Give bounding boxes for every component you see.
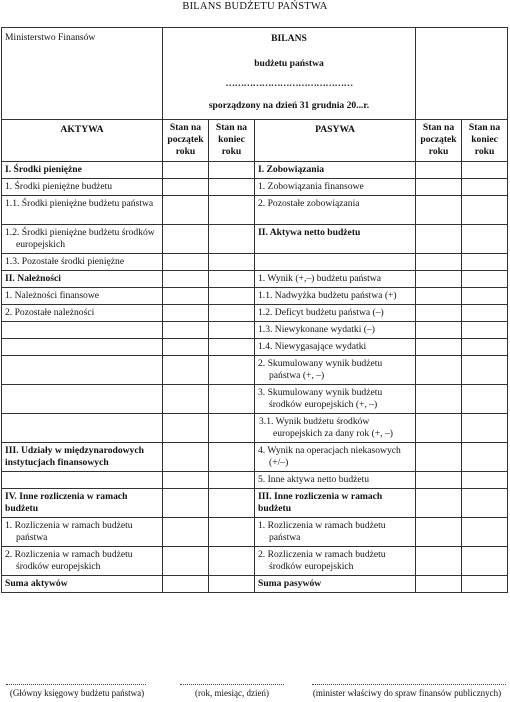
pasywa-item: II. Aktywa netto budżetu	[255, 225, 416, 254]
aktywa-item	[2, 339, 163, 356]
signature-accountant: (Główny księgowy budżetu państwa)	[9, 688, 145, 698]
table-row	[2, 547, 508, 576]
aktywa-end-value	[209, 443, 255, 472]
pasywa-item: 2. Skumulowany wynik budżetu państwa (+, –)	[255, 356, 416, 385]
table-row	[2, 225, 508, 254]
table-row	[2, 443, 508, 472]
table-row	[2, 305, 508, 322]
aktywa-start-value	[163, 271, 209, 288]
date-line: sporządzony na dzień 31 grudnia 20...r.	[208, 100, 370, 111]
pasywa-item: III. Inne rozliczenia w ramach budżetu	[255, 489, 416, 518]
aktywa-start-value	[163, 518, 209, 547]
pasywa-start-value	[416, 179, 462, 196]
table-row	[2, 196, 508, 225]
aktywa-end-value	[209, 225, 255, 254]
aktywa-end-value	[209, 322, 255, 339]
pasywa-end-value	[462, 489, 508, 518]
aktywa-item	[2, 385, 163, 414]
aktywa-end-value	[209, 547, 255, 576]
aktywa-start-value	[163, 196, 209, 225]
aktywa-item: 1.1. Środki pieniężne budżetu państwa	[2, 196, 163, 225]
aktywa-start-value	[163, 489, 209, 518]
pasywa-end-value	[462, 305, 508, 322]
pasywa-end-value	[462, 271, 508, 288]
aktywa-item: I. Środki pieniężne	[2, 162, 163, 179]
pasywa-item: 4. Wynik na operacjach niekasowych (+/–)	[255, 443, 416, 472]
aktywa-start-value	[163, 162, 209, 179]
aktywa-item: Suma aktywów	[2, 576, 163, 593]
pasywa-end-value	[462, 443, 508, 472]
aktywa-start-value	[163, 225, 209, 254]
pasywa-end-value	[462, 196, 508, 225]
aktywa-start-value	[163, 443, 209, 472]
pasywa-end-value	[462, 322, 508, 339]
aktywa-end-value	[209, 414, 255, 443]
table-row	[2, 271, 508, 288]
pasywa-end-value	[462, 288, 508, 305]
table-row	[2, 356, 508, 385]
aktywa-item: 1. Środki pieniężne budżetu	[2, 179, 163, 196]
aktywa-item	[2, 414, 163, 443]
pasywa-item: 1. Wynik (+,–) budżetu państwa	[255, 271, 416, 288]
pasywa-item: 5. Inne aktywa netto budżetu	[255, 472, 416, 489]
ministry-cell	[2, 28, 163, 120]
aktywa-end-header: Stan na koniec roku	[209, 120, 255, 162]
pasywa-start-value	[416, 472, 462, 489]
pasywa-end-value	[462, 518, 508, 547]
ministry-name: Ministerstwo Finansów	[5, 32, 96, 43]
pasywa-item: 1.3. Niewykonane wydatki (–)	[255, 322, 416, 339]
pasywa-start-value	[416, 576, 462, 593]
pasywa-end-value	[462, 414, 508, 443]
aktywa-item: 1. Należności finansowe	[2, 288, 163, 305]
table-row	[2, 472, 508, 489]
pasywa-start-value	[416, 254, 462, 271]
pasywa-start-value	[416, 162, 462, 179]
pasywa-start-value	[416, 518, 462, 547]
aktywa-end-value	[209, 162, 255, 179]
aktywa-end-value	[209, 356, 255, 385]
pasywa-item: 2. Pozostałe zobowiązania	[255, 196, 416, 225]
aktywa-item: 1.2. Środki pieniężne budżetu środków europejskich	[2, 225, 163, 254]
signature-line-date	[180, 684, 284, 685]
aktywa-start-value	[163, 254, 209, 271]
table-row	[2, 254, 508, 271]
aktywa-item: III. Udziały w międzynarodowych instytucjach finansowych	[2, 443, 163, 472]
table-row	[2, 414, 508, 443]
aktywa-item	[2, 322, 163, 339]
pasywa-end-value	[462, 547, 508, 576]
aktywa-end-value	[209, 489, 255, 518]
aktywa-item: 2. Rozliczenia w ramach budżetu środków europejskich	[2, 547, 163, 576]
aktywa-start-value	[163, 288, 209, 305]
document-title: BILANS BUDŻETU PAŃSTWA	[182, 1, 328, 12]
aktywa-end-value	[209, 472, 255, 489]
pasywa-item: 1.4. Niewygasające wydatki	[255, 339, 416, 356]
aktywa-start-value	[163, 322, 209, 339]
signature-line-accountant	[6, 684, 146, 685]
pasywa-end-value	[462, 356, 508, 385]
aktywa-start-value	[163, 576, 209, 593]
pasywa-start-value	[416, 339, 462, 356]
pasywa-start-value	[416, 443, 462, 472]
pasywa-start-header: Stan na początek roku	[416, 120, 462, 162]
aktywa-item: 1.3. Pozostałe środki pieniężne	[2, 254, 163, 271]
signature-minister: (minister właściwy do spraw finansów publicznych)	[312, 688, 502, 698]
pasywa-item: I. Zobowiązania	[255, 162, 416, 179]
pasywa-start-value	[416, 414, 462, 443]
pasywa-start-value	[416, 489, 462, 518]
pasywa-start-value	[416, 322, 462, 339]
table-row	[2, 162, 508, 179]
pasywa-start-value	[416, 547, 462, 576]
pasywa-header: PASYWA	[255, 120, 416, 162]
aktywa-item	[2, 472, 163, 489]
aktywa-start-value	[163, 356, 209, 385]
table-row	[2, 322, 508, 339]
aktywa-end-value	[209, 305, 255, 322]
table-row	[2, 179, 508, 196]
bilans-subtitle: budżetu państwa	[254, 58, 324, 69]
aktywa-start-value	[163, 472, 209, 489]
pasywa-item	[255, 254, 416, 271]
pasywa-item: 3.1. Wynik budżetu środków europejskich za dany rok (+, –)	[255, 414, 416, 443]
aktywa-end-value	[209, 576, 255, 593]
bilans-label: BILANS	[271, 33, 307, 44]
pasywa-end-value	[462, 472, 508, 489]
blank-header-cell	[416, 28, 508, 120]
pasywa-end-header: Stan na koniec roku	[462, 120, 508, 162]
table-row	[2, 576, 508, 593]
aktywa-end-value	[209, 339, 255, 356]
aktywa-end-value	[209, 288, 255, 305]
table-row	[2, 385, 508, 414]
signature-line-minister	[312, 684, 506, 685]
aktywa-start-value	[163, 339, 209, 356]
pasywa-end-value	[462, 576, 508, 593]
pasywa-start-value	[416, 385, 462, 414]
aktywa-end-value	[209, 385, 255, 414]
pasywa-start-value	[416, 225, 462, 254]
table-row	[2, 339, 508, 356]
aktywa-end-value	[209, 179, 255, 196]
pasywa-item: 3. Skumulowany wynik budżetu środków europejskich (+, –)	[255, 385, 416, 414]
pasywa-end-value	[462, 225, 508, 254]
aktywa-end-value	[209, 518, 255, 547]
unit-dotted-line: ……………………………………	[225, 78, 353, 89]
pasywa-end-value	[462, 162, 508, 179]
aktywa-start-value	[163, 414, 209, 443]
aktywa-item: IV. Inne rozliczenia w ramach budżetu	[2, 489, 163, 518]
pasywa-item: Suma pasywów	[255, 576, 416, 593]
pasywa-item: 1.1. Nadwyżka budżetu państwa (+)	[255, 288, 416, 305]
pasywa-end-value	[462, 339, 508, 356]
pasywa-start-value	[416, 305, 462, 322]
aktywa-item: II. Należności	[2, 271, 163, 288]
pasywa-item: 1. Rozliczenia w ramach budżetu państwa	[255, 518, 416, 547]
table-row	[2, 489, 508, 518]
pasywa-end-value	[462, 385, 508, 414]
aktywa-start-value	[163, 385, 209, 414]
aktywa-end-value	[209, 254, 255, 271]
aktywa-item: 1. Rozliczenia w ramach budżetu państwa	[2, 518, 163, 547]
pasywa-start-value	[416, 288, 462, 305]
pasywa-end-value	[462, 254, 508, 271]
aktywa-item: 2. Pozostałe należności	[2, 305, 163, 322]
pasywa-start-value	[416, 356, 462, 385]
aktywa-start-value	[163, 179, 209, 196]
table-row	[2, 518, 508, 547]
aktywa-header: AKTYWA	[2, 120, 163, 162]
signature-date: (rok, miesiąc, dzień)	[195, 688, 269, 698]
aktywa-start-value	[163, 305, 209, 322]
aktywa-item	[2, 356, 163, 385]
aktywa-start-value	[163, 547, 209, 576]
aktywa-end-value	[209, 196, 255, 225]
pasywa-item: 1.2. Deficyt budżetu państwa (–)	[255, 305, 416, 322]
balance-sheet-table	[1, 27, 508, 593]
table-row	[2, 288, 508, 305]
bilans-header	[163, 28, 416, 120]
aktywa-start-header: Stan na początek roku	[163, 120, 209, 162]
pasywa-start-value	[416, 271, 462, 288]
pasywa-end-value	[462, 179, 508, 196]
pasywa-start-value	[416, 196, 462, 225]
aktywa-end-value	[209, 271, 255, 288]
pasywa-item: 2. Rozliczenia w ramach budżetu środków europejskich	[255, 547, 416, 576]
pasywa-item: 1. Zobowiązania finansowe	[255, 179, 416, 196]
